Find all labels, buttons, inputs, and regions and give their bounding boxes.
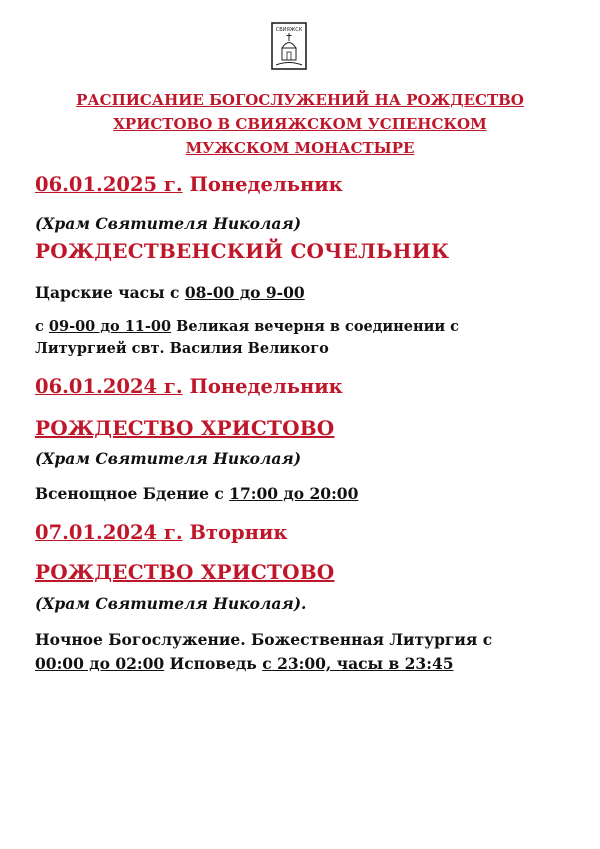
svg-text:СВИЯЖСК: СВИЯЖСК (275, 27, 303, 33)
page-title (20, 88, 580, 160)
section3-temple: (Храм Святителя Николая). (35, 594, 307, 613)
section3-service-confession: Исповедь (164, 654, 263, 673)
section3-feast: РОЖДЕСТВО ХРИСТОВО (35, 560, 335, 584)
section2-feast: РОЖДЕСТВО ХРИСТОВО (35, 416, 335, 440)
section3-service-confession-time: с 23:00, часы в 23:45 (262, 654, 454, 673)
title-line-1: РАСПИСАНИЕ БОГОСЛУЖЕНИЙ НА РОЖДЕСТВО (76, 91, 524, 109)
section2-weekday: Понедельник (189, 375, 343, 398)
section3-service (35, 628, 492, 676)
section3-date-heading (35, 521, 287, 544)
section1-weekday: Понедельник (189, 173, 343, 196)
section1-feast: РОЖДЕСТВЕНСКИЙ СОЧЕЛЬНИК (35, 239, 450, 263)
section1-vespers-prefix: с (35, 318, 49, 335)
title-line-2: ХРИСТОВО В СВИЯЖСКОМ УСПЕНСКОМ (113, 115, 487, 133)
section3-service-time: 00:00 до 02:00 (35, 654, 165, 673)
section2-temple: (Храм Святителя Николая) (35, 449, 302, 468)
section1-vespers-time: 09-00 до 11-00 (48, 318, 172, 335)
section1-date-heading (35, 173, 343, 196)
section1-date: 06.01.2025 г. (35, 173, 183, 196)
section2-date-heading (35, 375, 343, 398)
section1-hours-prefix: Царские часы с (35, 283, 185, 302)
section1-temple: (Храм Святителя Николая) (35, 214, 302, 233)
section2-vigil (35, 484, 358, 503)
section2-date: 06.01.2024 г. (35, 375, 183, 398)
section1-hours-time: 08-00 до 9-00 (184, 283, 305, 302)
section3-weekday: Вторник (189, 521, 288, 544)
section1-vespers-text2: Литургией свт. Василия Великого (35, 340, 329, 357)
monastery-emblem-icon (271, 22, 307, 70)
title-line-3: МУЖСКОМ МОНАСТЫРЕ (185, 139, 415, 157)
section1-hours (35, 283, 305, 302)
section2-vigil-prefix: Всенощное Бдение с (35, 484, 230, 503)
section1-vespers (35, 316, 459, 360)
section1-vespers-text1: Великая вечерня в соединении с (171, 318, 459, 335)
section2-vigil-time: 17:00 до 20:00 (229, 484, 359, 503)
section3-service-line1: Ночное Богослужение. Божественная Литургия с (35, 630, 493, 649)
section3-date: 07.01.2024 г. (35, 521, 183, 544)
